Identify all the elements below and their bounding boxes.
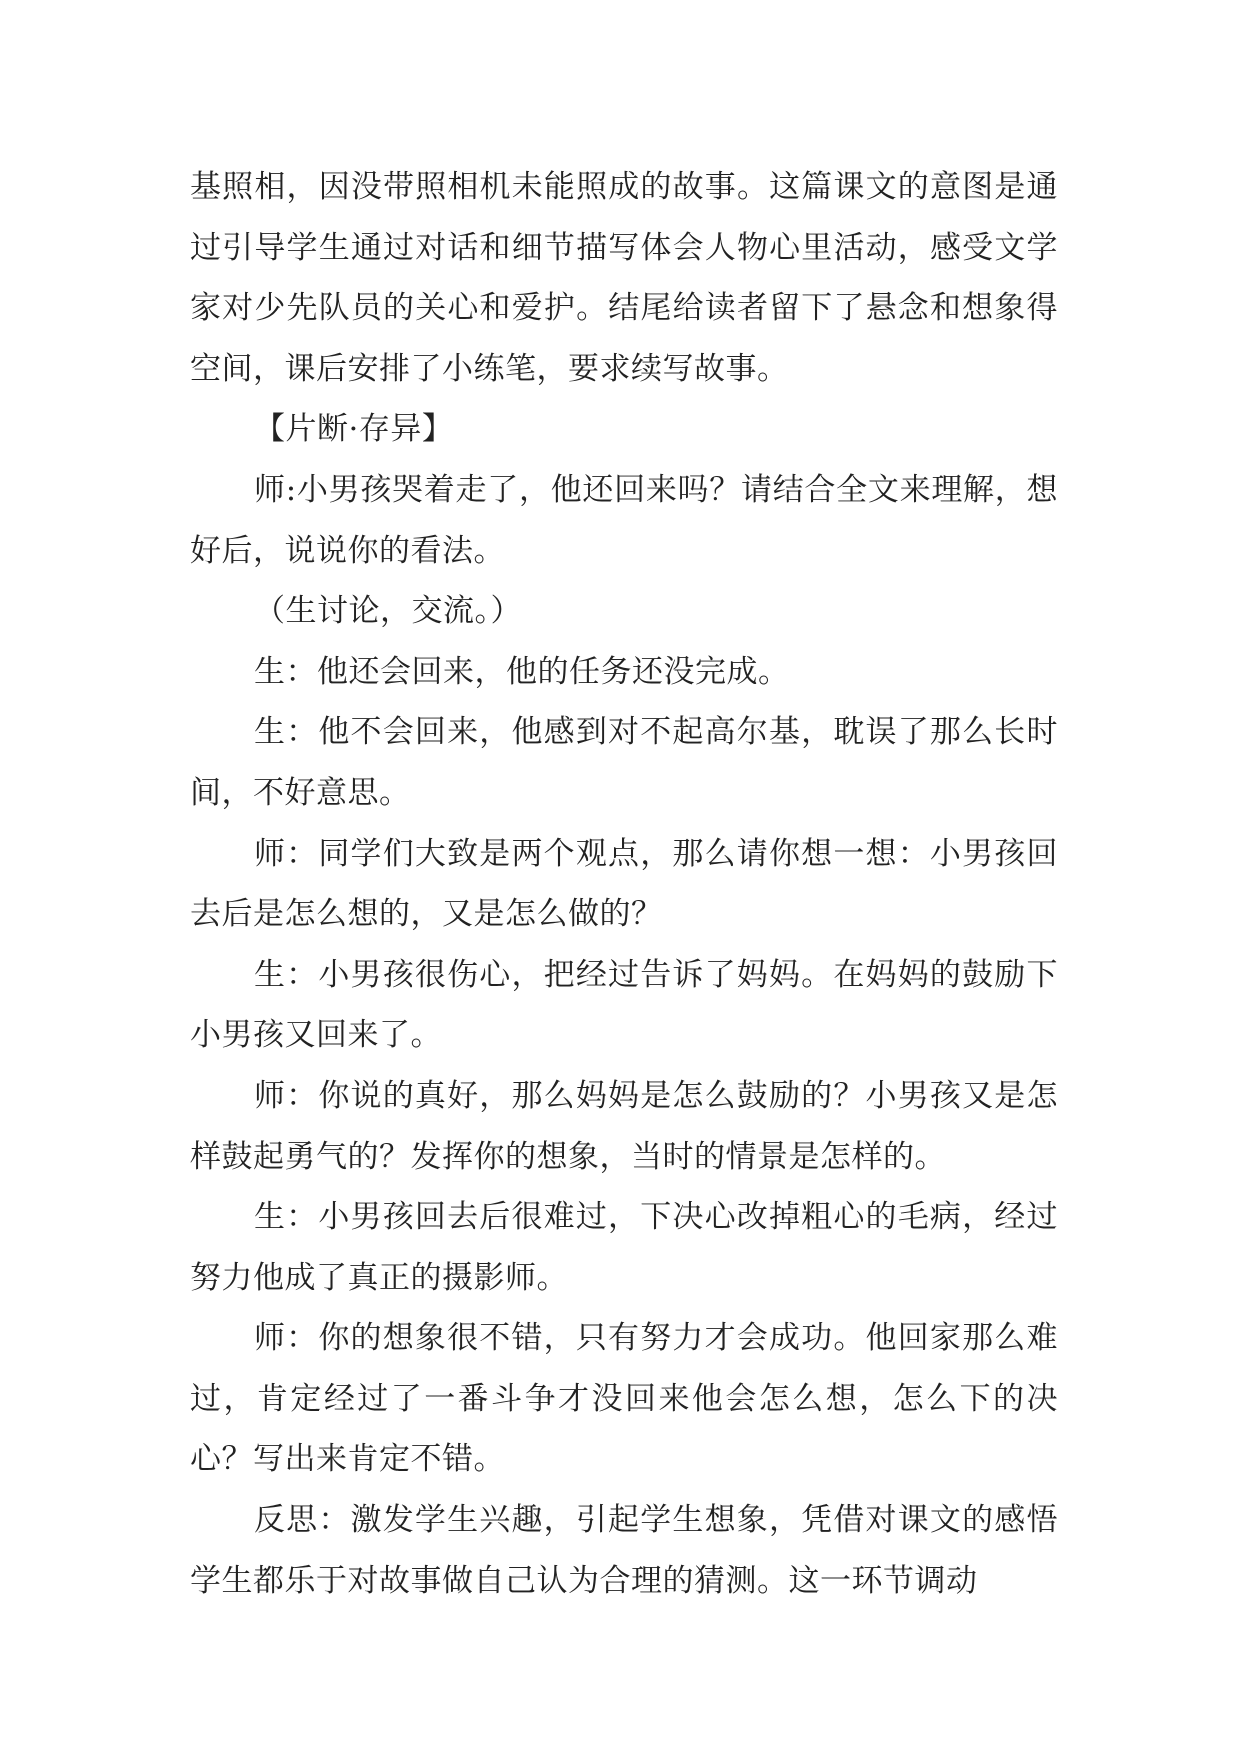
dialogue-teacher-3: 师：你说的真好，那么妈妈是怎么鼓励的？小男孩又是怎样鼓起勇气的？发挥你的想象，当时的情景是怎样的。 [190, 1077, 1058, 1175]
dialogue-student-4: 生：小男孩回去后很难过，下决心改掉粗心的毛病，经过努力他成了真正的摄影师。 [190, 1199, 1058, 1296]
section-heading: 【片断·存异】 [254, 411, 454, 448]
dialogue-student-1: 生：他还会回来，他的任务还没完成。 [254, 653, 790, 690]
paragraph-intro: 基照相，因没带照相机未能照成的故事。这篇课文的意图是通过引导学生通过对话和细节描写体会人物心里活动，感受文学家对少先队员的关心和爱护。结尾给读者留下了悬念和想象得空间，课后安排了小练笔，要求续写故事。 [190, 169, 1058, 387]
reflection-paragraph: 反思：激发学生兴趣，引起学生想象，凭借对课文的感悟学生都乐于对故事做自己认为合理的猜测。这一环节调动 [190, 1502, 1058, 1599]
dialogue-student-2: 生：他不会回来，他感到对不起高尔基，耽误了那么长时间，不好意思。 [190, 714, 1058, 811]
document-body [190, 157, 1058, 1611]
stage-note: （生讨论，交流。） [254, 593, 522, 630]
dialogue-teacher-1: 师:小男孩哭着走了，他还回来吗？请结合全文来理解，想好后，说说你的看法。 [190, 471, 1058, 569]
dialogue-teacher-2: 师：同学们大致是两个观点，那么请你想一想：小男孩回去后是怎么想的，又是怎么做的？ [190, 835, 1058, 933]
dialogue-teacher-4: 师：你的想象很不错，只有努力才会成功。他回家那么难过，肯定经过了一番斗争才没回来他会怎么想，怎么下的决心？写出来肯定不错。 [190, 1320, 1058, 1478]
dialogue-student-3: 生：小男孩很伤心，把经过告诉了妈妈。在妈妈的鼓励下小男孩又回来了。 [190, 956, 1058, 1054]
